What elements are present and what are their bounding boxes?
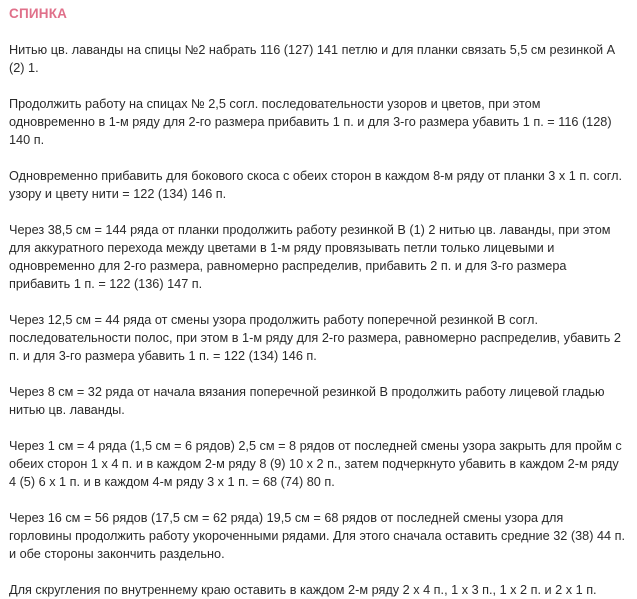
paragraph-2: Продолжить работу на спицах № 2,5 согл. последовательности узоров и цветов, при этом одновременно в 1-м ряду для 2-го размера прибавить 1 п. и для 3-го размера убавить 1 п. = 116 (128) 140 п. bbox=[9, 97, 612, 147]
paragraph-9: Для скругления по внутреннему краю оставить в каждом 2-м ряду 2 х 4 п., 1 х 3 п., 1 х 2 п. и 2 х 1 п. bbox=[9, 583, 597, 597]
paragraph-4: Через 38,5 см = 144 ряда от планки продолжить работу резинкой В (1) 2 нитью цв. лаванды, при этом для аккуратного перехода между цветами в 1-м ряду провязывать петли только лицевыми и одновременно для 2-го размера, равномерно распределив, прибавить 2 п. и для 3-го размера прибавить 1 п. = 122 (136) 147 п. bbox=[9, 223, 611, 291]
paragraph-5: Через 12,5 см = 44 ряда от смены узора продолжить работу поперечной резинкой В согл. последовательности полос, при этом в 1-м ряду для 2-го размера, равномерно распределив, убавить 2 п. и для 3-го размера убавить 1 п. = 122 (134) 146 п. bbox=[9, 313, 621, 363]
paragraph-7: Через 1 см = 4 ряда (1,5 см = 6 рядов) 2,5 см = 8 рядов от последней смены узора закрыть для пройм с обеих сторон 1 х 4 п. и в каждом 2-м ряду 8 (9) 10 х 2 п., затем подчеркнуто убавить в каждом 2-м ряду 4 (5) 6 х 1 п. и в каждом 4-м ряду 3 х 1 п. = 68 (74) 80 п. bbox=[9, 439, 622, 489]
paragraph-1: Нитью цв. лаванды на спицы №2 набрать 116 (127) 141 петлю и для планки связать 5,5 см резинкой А (2) 1. bbox=[9, 43, 616, 75]
section-title: СПИНКА bbox=[9, 6, 68, 21]
paragraph-6: Через 8 см = 32 ряда от начала вязания поперечной резинкой В продолжить работу лицевой гладью нитью цв. лаванды. bbox=[9, 385, 605, 417]
paragraph-3: Одновременно прибавить для бокового скоса с обеих сторон в каждом 8-м ряду от планки 3 х 1 п. согл. узору и цвету нити = 122 (134) 146 п. bbox=[9, 169, 623, 201]
paragraph-8: Через 16 см = 56 рядов (17,5 см = 62 ряда) 19,5 см = 68 рядов от последней смены узора для горловины продолжить работу укороченными рядами. Для этого сначала оставить средние 32 (38) 44 п. и обе стороны закончить раздельно. bbox=[9, 511, 625, 561]
